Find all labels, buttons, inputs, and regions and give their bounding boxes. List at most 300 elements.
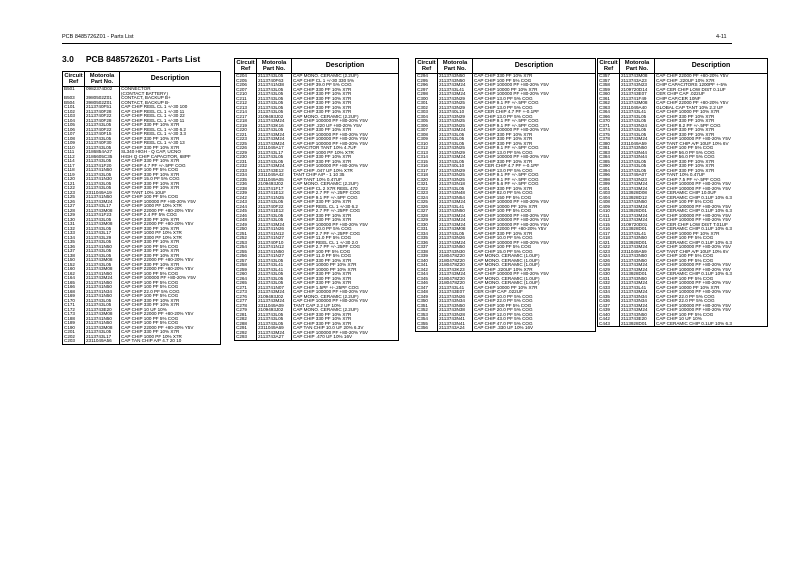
circuit-ref-cell: C218	[235, 119, 257, 124]
part-number-cell: 2113743N54	[438, 196, 473, 201]
part-number-cell: 2311049A69	[257, 326, 292, 331]
part-number-cell: 2113743L05	[620, 164, 655, 169]
description-cell: CAP CHIP 330 PF 10% X7R	[292, 218, 399, 223]
description-cell: CAP CHIP 100 PF 5% COG	[473, 245, 596, 250]
circuit-ref-cell: C212	[235, 101, 257, 106]
circuit-ref-cell: C436	[598, 299, 620, 304]
description-cell: CAP CHIP 330 PF 10% X7R	[120, 182, 221, 187]
description-cell: CAP CHIP 330 PF 10% X7R	[120, 330, 221, 335]
circuit-ref-cell: C293	[235, 335, 257, 340]
description-cell: CAP CHIP 13.0 PF 5% COG	[473, 97, 596, 102]
part-number-cell: 2113743N50	[620, 259, 655, 264]
circuit-ref-cell: C313	[416, 151, 438, 156]
part-number-cell: 2113743M24	[85, 276, 120, 281]
description-cell: CAP TANT CHIP A/P 10UF 10% 6V	[655, 142, 768, 147]
circuit-ref-cell: C125	[63, 195, 85, 200]
circuit-ref-cell: C314	[416, 155, 438, 160]
circuit-ref-cell: C437	[598, 304, 620, 309]
circuit-ref-cell: C233	[235, 169, 257, 174]
part-number-cell: 2113743M24	[620, 187, 655, 192]
circuit-ref-cell: C443	[598, 322, 620, 327]
description-cell: CAP MONO. CERAMIC (1.0UF)	[473, 259, 596, 264]
part-number-cell: 2113743M08	[85, 258, 120, 263]
description-cell: CAP CHIP 22.0 PF 5% COG	[120, 290, 221, 295]
part-number-cell: 2113743L41	[620, 232, 655, 237]
circuit-ref-cell: C190	[63, 326, 85, 331]
description-cell: CAP CER CHIP LOW DIST T.01UF	[655, 223, 768, 228]
table-row	[235, 335, 399, 340]
part-number-cell: 2113743N50	[438, 79, 473, 84]
part-number-cell: 3980502Z01	[85, 101, 120, 106]
circuit-ref-cell: C380	[598, 142, 620, 147]
part-number-cell: 2113743N25	[438, 124, 473, 129]
circuit-ref-cell: C354	[416, 317, 438, 322]
description-cell: CAP MONO. CERAMIC (2.2UF)	[292, 115, 399, 120]
circuit-ref-cell: C315	[416, 160, 438, 165]
description-cell: CONNECTOR	[120, 87, 221, 92]
part-number-cell: 2113743N25	[438, 101, 473, 106]
header-description: Description	[120, 72, 221, 87]
description-cell: CAP CHIP 330 PF 10% X7R	[292, 281, 399, 286]
description-cell: CAP CHIP 330 PF 10% X7R	[292, 277, 399, 282]
circuit-ref-cell: C390	[598, 164, 620, 169]
circuit-ref-cell: C358	[598, 83, 620, 88]
circuit-ref-cell: C330	[416, 223, 438, 228]
part-number-cell: 2311049A19	[85, 191, 120, 196]
part-number-cell: 2311049A09	[257, 304, 292, 309]
part-number-cell: 2113743L41	[438, 205, 473, 210]
part-number-cell: 2113743N50	[438, 74, 473, 79]
part-number-cell: 2113743L17	[85, 231, 120, 236]
part-number-cell: 2113743A24	[438, 326, 473, 331]
description-cell: CAP CHIP 15.0 PF 5% COG	[120, 177, 221, 182]
description-cell: CAP CHIP 5.6 PF +/-.5PF COG	[473, 182, 596, 187]
part-number-cell: 2113743L05	[85, 303, 120, 308]
part-number-cell: 2113743L05	[257, 128, 292, 133]
part-number-cell: 2113741N50	[85, 195, 120, 200]
circuit-ref-cell: C257	[235, 259, 257, 264]
description-cell: CAP CHIP 43.0 PF 5% COG	[473, 317, 596, 322]
description-cell: CAP CHIP 100 PF 5% COG	[120, 294, 221, 299]
description-cell: CAP CHIP 330 PF 10% X7R	[292, 88, 399, 93]
part-number-cell: 2113743L05	[620, 115, 655, 120]
circuit-ref-cell: C117	[63, 164, 85, 169]
part-number-cell: 2113743M08	[85, 209, 120, 214]
part-number-cell: 2113743N25	[438, 178, 473, 183]
circuit-ref-cell: C322	[416, 187, 438, 192]
circuit-ref-cell: C381	[598, 146, 620, 151]
description-cell: CAP CHIP 56.0 PF 5% COG	[655, 155, 768, 160]
part-number-cell: 2113743L41	[438, 286, 473, 291]
description-cell: CAP CHIP 100000 PF +80-20% Y5V	[292, 299, 399, 304]
circuit-ref-cell: C112	[63, 155, 85, 160]
circuit-ref-cell: C238	[235, 187, 257, 192]
circuit-ref-cell: C305	[416, 119, 438, 124]
circuit-ref-cell: C297	[416, 88, 438, 93]
circuit-ref-cell: C103	[63, 114, 85, 119]
part-number-cell: 2113743N23	[620, 178, 655, 183]
part-number-cell: 2113741E12	[257, 191, 292, 196]
circuit-ref-cell: C214	[235, 110, 257, 115]
description-cell: CAP CHIP 22000 PF +80-20% Y5V	[655, 101, 768, 106]
circuit-ref-cell: C234	[235, 173, 257, 178]
part-number-cell: 2113743M08	[85, 326, 120, 331]
description-cell: CAP CHIP 330 PF 10% X7R	[120, 218, 221, 223]
description-cell: CAP CHIP 1000 PF 10% X7R	[120, 204, 221, 209]
part-number-cell: 2113743M24	[257, 290, 292, 295]
circuit-ref-cell: C329	[416, 218, 438, 223]
circuit-ref-cell: C294	[416, 74, 438, 79]
description-cell: CAP CHIP 100000 PF +80-20% Y5V	[292, 164, 399, 169]
circuit-ref-cell: C252	[235, 236, 257, 241]
description-cell: CAP CERAMIC CHIP 0.1UF 10% 6.3	[655, 322, 768, 327]
circuit-ref-cell: C434	[598, 290, 620, 295]
part-number-cell: 2180478Z20	[438, 281, 473, 286]
description-cell: CAP MONO. CERAMIC (2.2UF)	[292, 74, 399, 79]
description-cell: CAP CHIP 10000 PF 10% X7R	[473, 88, 596, 93]
part-number-cell: 2113743L05	[257, 92, 292, 97]
description-cell: CAP CHIP 330 PF 10% X7R	[292, 200, 399, 205]
table-row	[416, 326, 596, 331]
description-cell: CAP CHIP 330 PF 10% X7R	[655, 169, 768, 174]
description-cell: CAP CHIP 56.0 PF 5% COG	[655, 151, 768, 156]
part-number-cell: 2113743L05	[438, 133, 473, 138]
circuit-ref-cell: C276	[235, 295, 257, 300]
part-number-cell: 0982374D02	[85, 87, 120, 92]
part-number-cell: 2113743N34	[438, 299, 473, 304]
circuit-ref-cell: C210	[235, 92, 257, 97]
description-cell: CAP CHIP CL 2 X7R REEL 470	[292, 187, 399, 192]
circuit-ref-cell: C236	[235, 182, 257, 187]
part-number-cell: 2113743L05	[85, 249, 120, 254]
description-cell: CAP CHIP 330 PF 10% X7R	[292, 97, 399, 102]
circuit-ref-cell: C121	[63, 182, 85, 187]
description-cell: CAP CHIP 7.5 PF +/-.5PF COG	[655, 178, 768, 183]
description-cell: CAP CHIP 9.1 PF +/-.5PF COG	[473, 173, 596, 178]
description-cell: CAP CHIP 1.5PF +/-.25PF COG	[292, 286, 399, 291]
part-number-cell: 2113743M08	[85, 267, 120, 272]
circuit-ref-cell: C331	[416, 227, 438, 232]
part-number-cell: 2113743N48	[438, 191, 473, 196]
part-number-cell: 2113743L05	[85, 254, 120, 259]
part-number-cell: 2113743M24	[620, 214, 655, 219]
part-number-cell: 2113743A27	[257, 335, 292, 340]
circuit-ref-cell: C416	[598, 227, 620, 232]
part-number-cell: 2113741N50	[85, 272, 120, 277]
part-number-cell: 2113743L05	[438, 232, 473, 237]
part-number-cell: 2113743M24	[620, 182, 655, 187]
description-cell: CAP CHIP 100000 PF +80-20% Y5V	[655, 290, 768, 295]
description-cell: CAP CHIP 330 PF 10% X7R	[473, 133, 596, 138]
circuit-ref-cell: C243	[235, 200, 257, 205]
circuit-ref-cell: C110	[63, 146, 85, 151]
circuit-ref-cell: C271	[235, 286, 257, 291]
part-number-cell: 2113743L41	[620, 286, 655, 291]
header-motorola-part: Motorola Part No.	[257, 59, 292, 74]
circuit-ref-cell: C273	[235, 290, 257, 295]
part-number-cell: 2113743L05	[257, 106, 292, 111]
description-cell: CAP CHIP REEL CL 1 +/-30 11	[120, 110, 221, 115]
circuit-ref-cell: C324	[416, 196, 438, 201]
description-cell: CAP TAN CHIP A/P 4.7 20 10	[120, 339, 221, 344]
circuit-ref-cell: C202	[63, 335, 85, 340]
part-number-cell: 2113743M24	[620, 290, 655, 295]
description-cell: CAP CHIP 100 PF 5% COG	[120, 195, 221, 200]
part-number-cell: 2180478Z20	[438, 259, 473, 264]
part-number-cell: 2109493J02	[257, 115, 292, 120]
part-number-cell: 2311049A56	[85, 339, 120, 344]
circuit-ref-cell: C337	[416, 245, 438, 250]
circuit-ref-cell: C291	[235, 326, 257, 331]
circuit-ref-cell: C205	[235, 79, 257, 84]
header-motorola-part: Motorola Part No.	[85, 72, 120, 87]
description-cell: TANT CHIP A/P - 1 10 35	[292, 173, 399, 178]
circuit-ref-cell: C254	[235, 245, 257, 250]
part-number-cell: 2311049A17	[257, 146, 292, 151]
circuit-ref-cell: C317	[416, 169, 438, 174]
description-cell: CAP CHIP 330 PF 10% X7R	[473, 232, 596, 237]
part-number-cell: 2113741F23	[85, 213, 120, 218]
circuit-ref-cell: C363	[598, 106, 620, 111]
description-cell: CAP CHIP 10000 PF 10% X7R	[473, 286, 596, 291]
description-cell: CAP CHIP 150 PF 5% COG	[473, 196, 596, 201]
part-number-cell: 2113741E12	[257, 209, 292, 214]
circuit-ref-cell: C131	[63, 222, 85, 227]
part-number-cell: 2113743L41	[257, 263, 292, 268]
description-cell: CAP CHIP .330 UF 10% 16V	[473, 326, 596, 331]
description-cell: CAP CHIP 9.1 PF +/-.5PF COG	[473, 124, 596, 129]
circuit-ref-cell: C250	[235, 227, 257, 232]
description-cell: CAP TANT 10% 10UF	[120, 191, 221, 196]
circuit-ref-cell: C152	[63, 263, 85, 268]
description-cell: CAP CHIP 100000 PF +80-20% Y5V	[655, 214, 768, 219]
part-number-cell: 2113743N25	[438, 119, 473, 124]
circuit-ref-cell: C307	[416, 128, 438, 133]
description-cell: CAP CHIP 330 PF 10% X7R	[655, 164, 768, 169]
description-cell: CAP CERAMIC CHIP 0.1UF 10% 6.3	[655, 209, 768, 214]
circuit-ref-cell: C301	[416, 101, 438, 106]
description-cell: CAP CHIP 100000 PF +80-20% Y5V	[473, 218, 596, 223]
description-cell: CAP CHIP 22000 PF +80-20% Y5V	[120, 267, 221, 272]
part-number-cell: 2113741N38	[257, 83, 292, 88]
circuit-ref-cell: C164	[63, 276, 85, 281]
circuit-ref-cell: C357	[598, 74, 620, 79]
circuit-ref-cell: C426	[598, 259, 620, 264]
circuit-ref-cell: C399	[598, 182, 620, 187]
circuit-ref-cell: C119	[63, 173, 85, 178]
description-cell: CAP CHIP 100 PF 5% COG	[655, 259, 768, 264]
circuit-ref-cell: C251	[235, 232, 257, 237]
part-number-cell: 2113743L05	[85, 227, 120, 232]
part-number-cell: 2113743L05	[85, 173, 120, 178]
part-number-cell: 2113743M24	[257, 299, 292, 304]
part-number-cell: 2113743N29	[438, 97, 473, 102]
part-number-cell: 2113743M24	[438, 272, 473, 277]
circuit-ref-cell: C411	[598, 214, 620, 219]
description-cell: CAP MONO. CERAMIC (1.0UF)	[473, 263, 596, 268]
circuit-ref-cell: C429	[598, 268, 620, 273]
parts-table-4	[597, 58, 768, 327]
part-number-cell: 2113743M24	[438, 128, 473, 133]
circuit-ref-cell: C346	[416, 281, 438, 286]
table-row	[598, 322, 768, 327]
part-number-cell: 2113743N50	[438, 245, 473, 250]
description-cell: SL340 HIGH - Q CAP, UCNO	[120, 150, 221, 155]
part-number-cell: 2180478Z20	[438, 263, 473, 268]
circuit-ref-cell: C296	[416, 83, 438, 88]
description-cell: CAP CHIP 330 PF 10% X7R	[292, 106, 399, 111]
description-cell: CAP CHIP 330 PF 10% X7R	[473, 142, 596, 147]
description-cell: CAP CHIP REEL CL 1 +/-30 22	[120, 114, 221, 119]
description-cell: CAP CHIP 100000 PF +80-20% Y5V	[655, 218, 768, 223]
circuit-ref-cell: C348	[416, 290, 438, 295]
section-title-text: PCB 8485726Z01 - Parts List	[85, 54, 201, 64]
part-number-cell: 2113741F49	[620, 97, 655, 102]
description-cell: CAP CHIP 330 PF 10% X7R	[120, 159, 221, 164]
description-cell: CAP CHIP 3300 PF 10% X7R	[120, 236, 221, 241]
circuit-ref-cell: C244	[235, 205, 257, 210]
circuit-ref-cell: C132	[63, 227, 85, 232]
description-cell: CAP CHIP 330 PF 10% X7R	[292, 110, 399, 115]
part-number-cell: 2113743L05	[257, 101, 292, 106]
description-cell: CHIP CAP,CER 10NF	[655, 97, 768, 102]
part-number-cell: 2113743M08	[620, 101, 655, 106]
description-cell: CAP CHIP 100 PF 5% COG	[292, 250, 399, 255]
circuit-ref-cell: C126	[63, 200, 85, 205]
part-number-cell: 2113928D08	[620, 191, 655, 196]
description-cell: CAP CHIP 10.0 PF 5% COG	[292, 227, 399, 232]
circuit-ref-cell: C352	[416, 308, 438, 313]
circuit-ref-cell: C335	[416, 236, 438, 241]
description-cell: CAP CHIP 9.1 PF +/-.5PF COG	[473, 101, 596, 106]
description-cell: CAP CHIP 100 PF 5% COG	[655, 277, 768, 282]
part-number-cell: 2113743M24	[620, 263, 655, 268]
part-number-cell: 2113743N29	[438, 115, 473, 120]
part-number-cell: 2113743L05	[85, 159, 120, 164]
circuit-ref-cell: C133	[63, 231, 85, 236]
circuit-ref-cell: C300	[416, 97, 438, 102]
description-cell: CAP CHIP 100 PF 5% COG	[120, 321, 221, 326]
part-number-cell: 2113743N29	[438, 169, 473, 174]
circuit-ref-cell: C440	[598, 313, 620, 318]
part-number-cell: 2113743L05	[257, 155, 292, 160]
part-number-cell: 2113743N50	[620, 146, 655, 151]
part-number-cell: 2113743L05	[620, 133, 655, 138]
circuit-ref-cell: C308	[416, 133, 438, 138]
description-cell: CAP MONO. CERAMIC (2.2UF)	[292, 295, 399, 300]
description-cell: CAP CHIP 2.7 PF +/-.25PF COG	[292, 209, 399, 214]
description-cell: CAP CHIP 100 PF 5% COG	[120, 285, 221, 290]
circuit-ref-cell: C249	[235, 223, 257, 228]
description-cell: CAP CHIP 100 PF 5% COG	[120, 272, 221, 277]
circuit-ref-cell: C221	[235, 133, 257, 138]
circuit-ref-cell: C134	[63, 236, 85, 241]
part-number-cell: 2113743M24	[620, 205, 655, 210]
circuit-ref-cell: C171	[63, 303, 85, 308]
part-number-cell: 2113741N25	[257, 196, 292, 201]
part-number-cell: 2109493J02	[257, 182, 292, 187]
part-number-cell: 2113743N41	[438, 317, 473, 322]
section-heading	[62, 54, 200, 64]
circuit-ref-cell: C408	[598, 200, 620, 205]
part-number-cell: 2113928D01	[620, 209, 655, 214]
part-number-cell: 2113743L05	[257, 88, 292, 93]
description-cell: CAP CHIP 20.0 PF 5% COG	[473, 308, 596, 313]
header-circuit-ref: Circuit Ref	[236, 60, 255, 72]
part-number-cell: 2113743L41	[438, 88, 473, 93]
circuit-ref-cell: C206	[235, 83, 257, 88]
description-cell: CAP CHIP 100000 PF +80-20% Y5V	[655, 308, 768, 313]
part-number-cell: 2113743M24	[438, 241, 473, 246]
circuit-ref-cell: C371	[598, 124, 620, 129]
part-number-cell: 2113743M24	[438, 92, 473, 97]
circuit-ref-cell: C225	[235, 142, 257, 147]
part-number-cell: 2113743L05	[257, 277, 292, 282]
part-number-cell: 2113741N07	[257, 286, 292, 291]
description-cell: CAP CHIP 8.2 PF +/-.5PF COG	[655, 124, 768, 129]
part-number-cell: 2113743M08	[85, 222, 120, 227]
part-number-cell: 2113743L05	[620, 160, 655, 165]
description-cell: CAP CHIP 330 PF 10% X7R	[292, 317, 399, 322]
description-cell: CAP CHIP 10000 PF 10% X7R	[655, 110, 768, 115]
description-cell: CAP CHIP 330 PF 10% X7R	[655, 119, 768, 124]
circuit-ref-cell: C166	[63, 285, 85, 290]
description-cell: CAP CHIP REEL CL 1 +/-30 3.3	[120, 132, 221, 137]
circuit-ref-cell: C353	[416, 313, 438, 318]
circuit-ref-cell: C328	[416, 214, 438, 219]
description-cell: CAP CHIP 330 PF 10% X7R	[292, 155, 399, 160]
part-number-cell: 2113743N50	[620, 313, 655, 318]
part-number-cell: 2113740L10	[438, 164, 473, 169]
part-number-cell: 2113741N50	[85, 294, 120, 299]
circuit-ref-cell: C396	[598, 173, 620, 178]
description-cell: CAP MONO. CERAMIC (1.0UF)	[473, 281, 596, 286]
part-number-cell: 2113743M24	[438, 218, 473, 223]
circuit-ref-cell: C256	[235, 254, 257, 259]
part-number-cell: 2113743L05	[85, 330, 120, 335]
description-cell: CAP CHIP 330 PF 10% X7R	[292, 160, 399, 165]
description-cell: CAP CHIP 12.0 PF 5% COG	[473, 313, 596, 318]
circuit-ref-cell: C401	[598, 187, 620, 192]
circuit-ref-cell: C339	[416, 254, 438, 259]
description-cell: CAP CHIP 100 PF 5% COG	[120, 245, 221, 250]
part-number-cell: 2113743N50	[620, 254, 655, 259]
description-cell: CAP CHIP 100000 PF +80-20% Y5V	[655, 182, 768, 187]
part-number-cell: 2113740F10	[257, 241, 292, 246]
description-cell: CAP CHIP 100 PF 5% COG	[655, 146, 768, 151]
description-cell: CAP CHIP .220UF 10% X7R	[473, 268, 596, 273]
circuit-ref-cell: C312	[416, 146, 438, 151]
circuit-ref-cell: C239	[235, 191, 257, 196]
circuit-ref-cell: C410	[598, 209, 620, 214]
description-cell: CAP CHIP REEL CL 1 +/-30 2.0	[292, 241, 399, 246]
description-cell: CAP CHIP 100000 PF +80-20% Y5V	[473, 200, 596, 205]
part-number-cell: 2113743N25	[438, 173, 473, 178]
circuit-ref-cell: C217	[235, 115, 257, 120]
part-number-cell: 2311049A42	[257, 173, 292, 178]
part-number-cell: 2109720D01	[620, 223, 655, 228]
part-number-cell: 2113743N50	[620, 200, 655, 205]
part-number-cell: 2113741F17	[257, 187, 292, 192]
circuit-ref-cell: C170	[63, 299, 85, 304]
circuit-ref-cell: C232	[235, 164, 257, 169]
circuit-ref-cell: C347	[416, 286, 438, 291]
circuit-ref-cell: C138	[63, 254, 85, 259]
part-number-cell: 2113743L05	[257, 110, 292, 115]
description-cell: CAP CHIP 100 PF 5% COG	[655, 200, 768, 205]
circuit-ref-cell: C122	[63, 186, 85, 191]
part-number-cell: 2113743L17	[85, 335, 120, 340]
